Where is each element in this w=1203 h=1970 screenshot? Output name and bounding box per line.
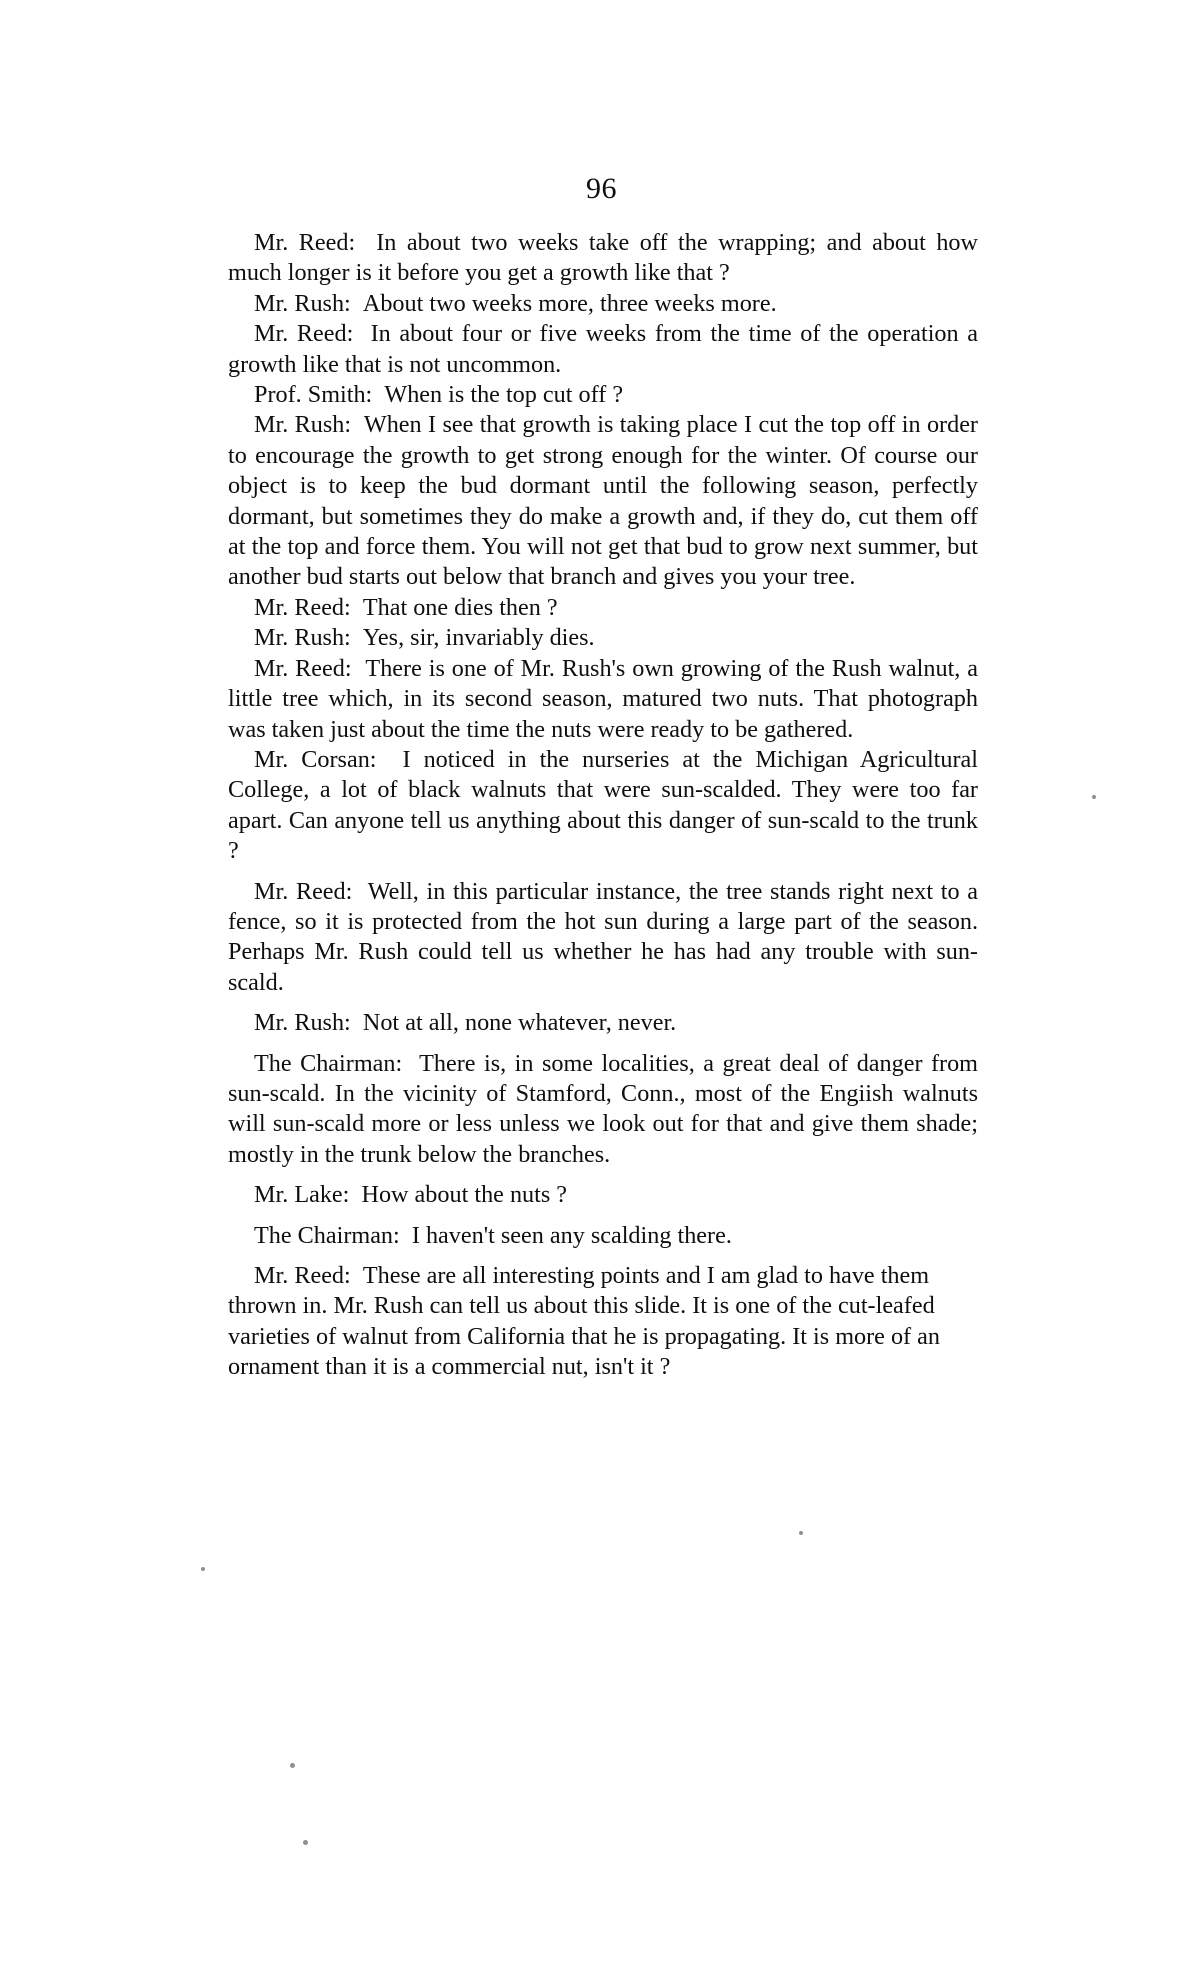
- speaker-name: Prof. Smith:: [254, 381, 373, 409]
- speaker-name: Mr. Reed:: [254, 320, 354, 348]
- speaker-name: Mr. Rush:: [254, 411, 352, 439]
- dialogue-text: Well, in this particular instance, the tree stands right next to a fence, so it is protected from the hot sun during a large part of the season. Perhaps Mr. Rush could tell us whether he has had any trouble with sun-scald.: [228, 877, 978, 996]
- dialogue-text: When I see that growth is taking place I cut the top off in order to encourage the growth to get strong enough for the winter. Of course our object is to keep the bud dormant until the following season, perfectly dormant, but sometimes they do make a growth and, if they do, cut them off at the top and force them. You will not get that bud to grow next summer, but another bud starts out below that branch and gives you your tree.: [228, 411, 978, 591]
- dialogue-text: Yes, sir, invariably dies.: [362, 624, 595, 652]
- dialogue-text: That one dies then ?: [362, 593, 558, 621]
- dialogue-text: These are all interesting points and I am glad to have them thrown in. Mr. Rush can tell us about this slide. It is one of the cut-leafed varieties of walnut from California that he is propagating. It is more of an ornament than it is a commercial nut, isn't it ?: [228, 1262, 940, 1381]
- dialogue-paragraph: [228, 593, 978, 623]
- page-number: 96: [586, 172, 617, 205]
- scan-artifact: [303, 1840, 308, 1845]
- dialogue-paragraph: [228, 1180, 978, 1210]
- dialogue-paragraph: [228, 1261, 978, 1383]
- dialogue-paragraph: [228, 228, 978, 289]
- dialogue-paragraph: [228, 410, 978, 592]
- dialogue-text: When is the top cut off ?: [384, 381, 624, 409]
- dialogue-text: In about two weeks take off the wrapping; and about how much longer is it before you get a growth like that ?: [228, 229, 978, 287]
- dialogue-text: Not at all, none whatever, never.: [362, 1009, 677, 1037]
- speaker-name: Mr. Reed:: [254, 593, 351, 621]
- speaker-name: Mr. Lake:: [254, 1181, 350, 1209]
- dialogue-paragraph: [228, 1221, 978, 1251]
- speaker-name: The Chairman:: [254, 1221, 400, 1249]
- dialogue-text: How about the nuts ?: [361, 1181, 568, 1209]
- speaker-name: Mr. Rush:: [254, 624, 351, 652]
- speaker-name: Mr. Reed:: [254, 654, 352, 682]
- dialogue-text: There is, in some localities, a great deal of danger from sun-scald. In the vicinity of Stamford, Conn., most of the Engiish walnuts will sun-scald more or less unless we look out for that and give them shade; mostly in the trunk below the branches.: [228, 1049, 979, 1168]
- dialogue-text: I haven't seen any scalding there.: [411, 1221, 732, 1249]
- speaker-name: Mr. Reed:: [254, 877, 353, 905]
- dialogue-paragraph: [228, 877, 978, 999]
- dialogue-paragraph: [228, 654, 978, 745]
- dialogue-paragraph: [228, 623, 978, 653]
- dialogue-paragraph: [228, 289, 978, 319]
- speaker-name: Mr. Reed:: [254, 1262, 351, 1289]
- dialogue-paragraph: [228, 1049, 978, 1171]
- page-body: [228, 228, 978, 1383]
- speaker-name: Mr. Reed:: [254, 229, 356, 256]
- speaker-name: The Chairman:: [254, 1049, 403, 1077]
- speaker-name: Mr. Rush:: [254, 1009, 351, 1037]
- scan-artifact: [201, 1567, 205, 1571]
- speaker-name: Mr. Corsan:: [254, 745, 377, 773]
- scan-artifact: [290, 1763, 295, 1768]
- dialogue-text: There is one of Mr. Rush's own growing of the Rush walnut, a little tree which, in its second season, matured two nuts. That photograph was taken just about the time the nuts were ready to be gathered.: [228, 654, 978, 743]
- dialogue-text: About two weeks more, three weeks more.: [362, 289, 777, 317]
- dialogue-paragraph: [228, 745, 978, 867]
- dialogue-paragraph: [228, 1008, 978, 1038]
- dialogue-paragraph: [228, 319, 978, 380]
- scan-artifact: [799, 1531, 803, 1535]
- dialogue-text: I noticed in the nurseries at the Michigan Agricultural College, a lot of black walnuts that were sun-scalded. They were too far apart. Can anyone tell us anything about this danger of sun-scald to the trunk ?: [228, 745, 978, 865]
- speaker-name: Mr. Rush:: [254, 289, 351, 317]
- scan-artifact: [1092, 795, 1096, 799]
- dialogue-paragraph: [228, 380, 978, 410]
- dialogue-text: In about four or five weeks from the time of the operation a growth like that is not uncommon.: [228, 320, 978, 378]
